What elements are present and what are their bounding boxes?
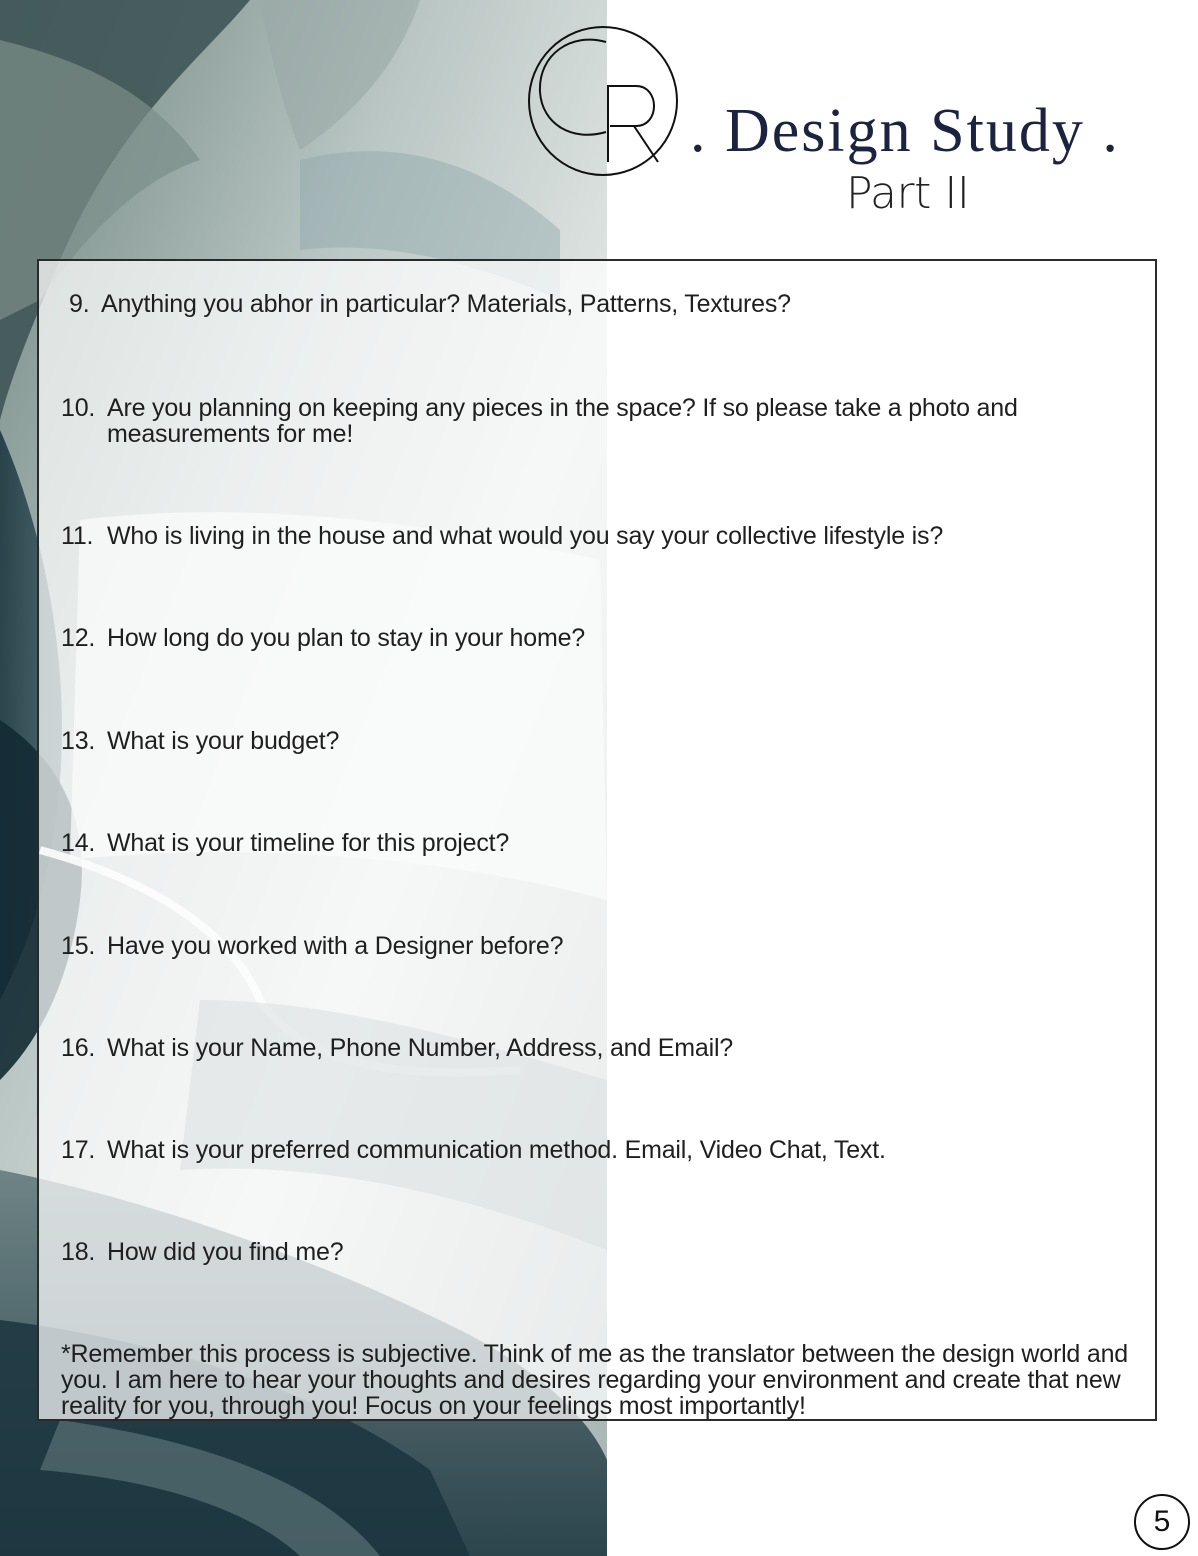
question-number: 14. — [61, 829, 96, 857]
question-text: Are you planning on keeping any pieces in the space? If so please take a photo and measurements for me! — [107, 394, 1018, 448]
question-text: What is your timeline for this project? — [107, 829, 510, 857]
question-number: 15. — [61, 932, 96, 960]
question-text: What is your Name, Phone Number, Address, and Email? — [107, 1034, 734, 1062]
cr-monogram-logo — [526, 24, 680, 178]
question-text: How long do you plan to stay in your home? — [107, 624, 586, 652]
question-text: Have you worked with a Designer before? — [107, 932, 564, 960]
question-item — [61, 523, 1097, 549]
logo-mark — [526, 24, 680, 178]
question-number: 13. — [61, 727, 96, 755]
question-text: What is your preferred communication method. Email, Video Chat, Text. — [107, 1136, 886, 1164]
question-item — [61, 1239, 1097, 1265]
question-text: What is your budget? — [107, 727, 340, 755]
question-number: 17. — [61, 1136, 96, 1164]
question-item — [61, 933, 1097, 959]
question-number: 11. — [61, 522, 94, 550]
question-text: Who is living in the house and what would you say your collective lifestyle is? — [107, 522, 944, 550]
page-title: . Design Study . — [690, 97, 1120, 165]
question-number: 18. — [61, 1238, 96, 1266]
page-subtitle: Part II — [846, 168, 970, 219]
question-item — [61, 830, 1097, 856]
closing-note: *Remember this process is subjective. Think of me as the translator between the design world and you. I am here to hear your thoughts and desires regarding your environment and create that new reality for you, through you! Focus on your feelings most importantly! — [61, 1340, 1128, 1420]
question-number: 10. — [61, 394, 96, 422]
question-item — [61, 728, 1097, 754]
question-item — [61, 1035, 1097, 1061]
question-item — [61, 395, 1097, 447]
question-item — [69, 291, 1091, 317]
question-number: 16. — [61, 1034, 96, 1062]
questionnaire-frame — [37, 259, 1157, 1421]
page-number: 5 — [1134, 1494, 1190, 1550]
question-number: 9. — [69, 290, 90, 318]
question-item — [61, 1137, 1097, 1163]
question-number: 12. — [61, 624, 96, 652]
question-text: Anything you abhor in particular? Materials, Patterns, Textures? — [101, 290, 791, 318]
question-text: How did you find me? — [107, 1238, 344, 1266]
question-item — [61, 625, 1097, 651]
